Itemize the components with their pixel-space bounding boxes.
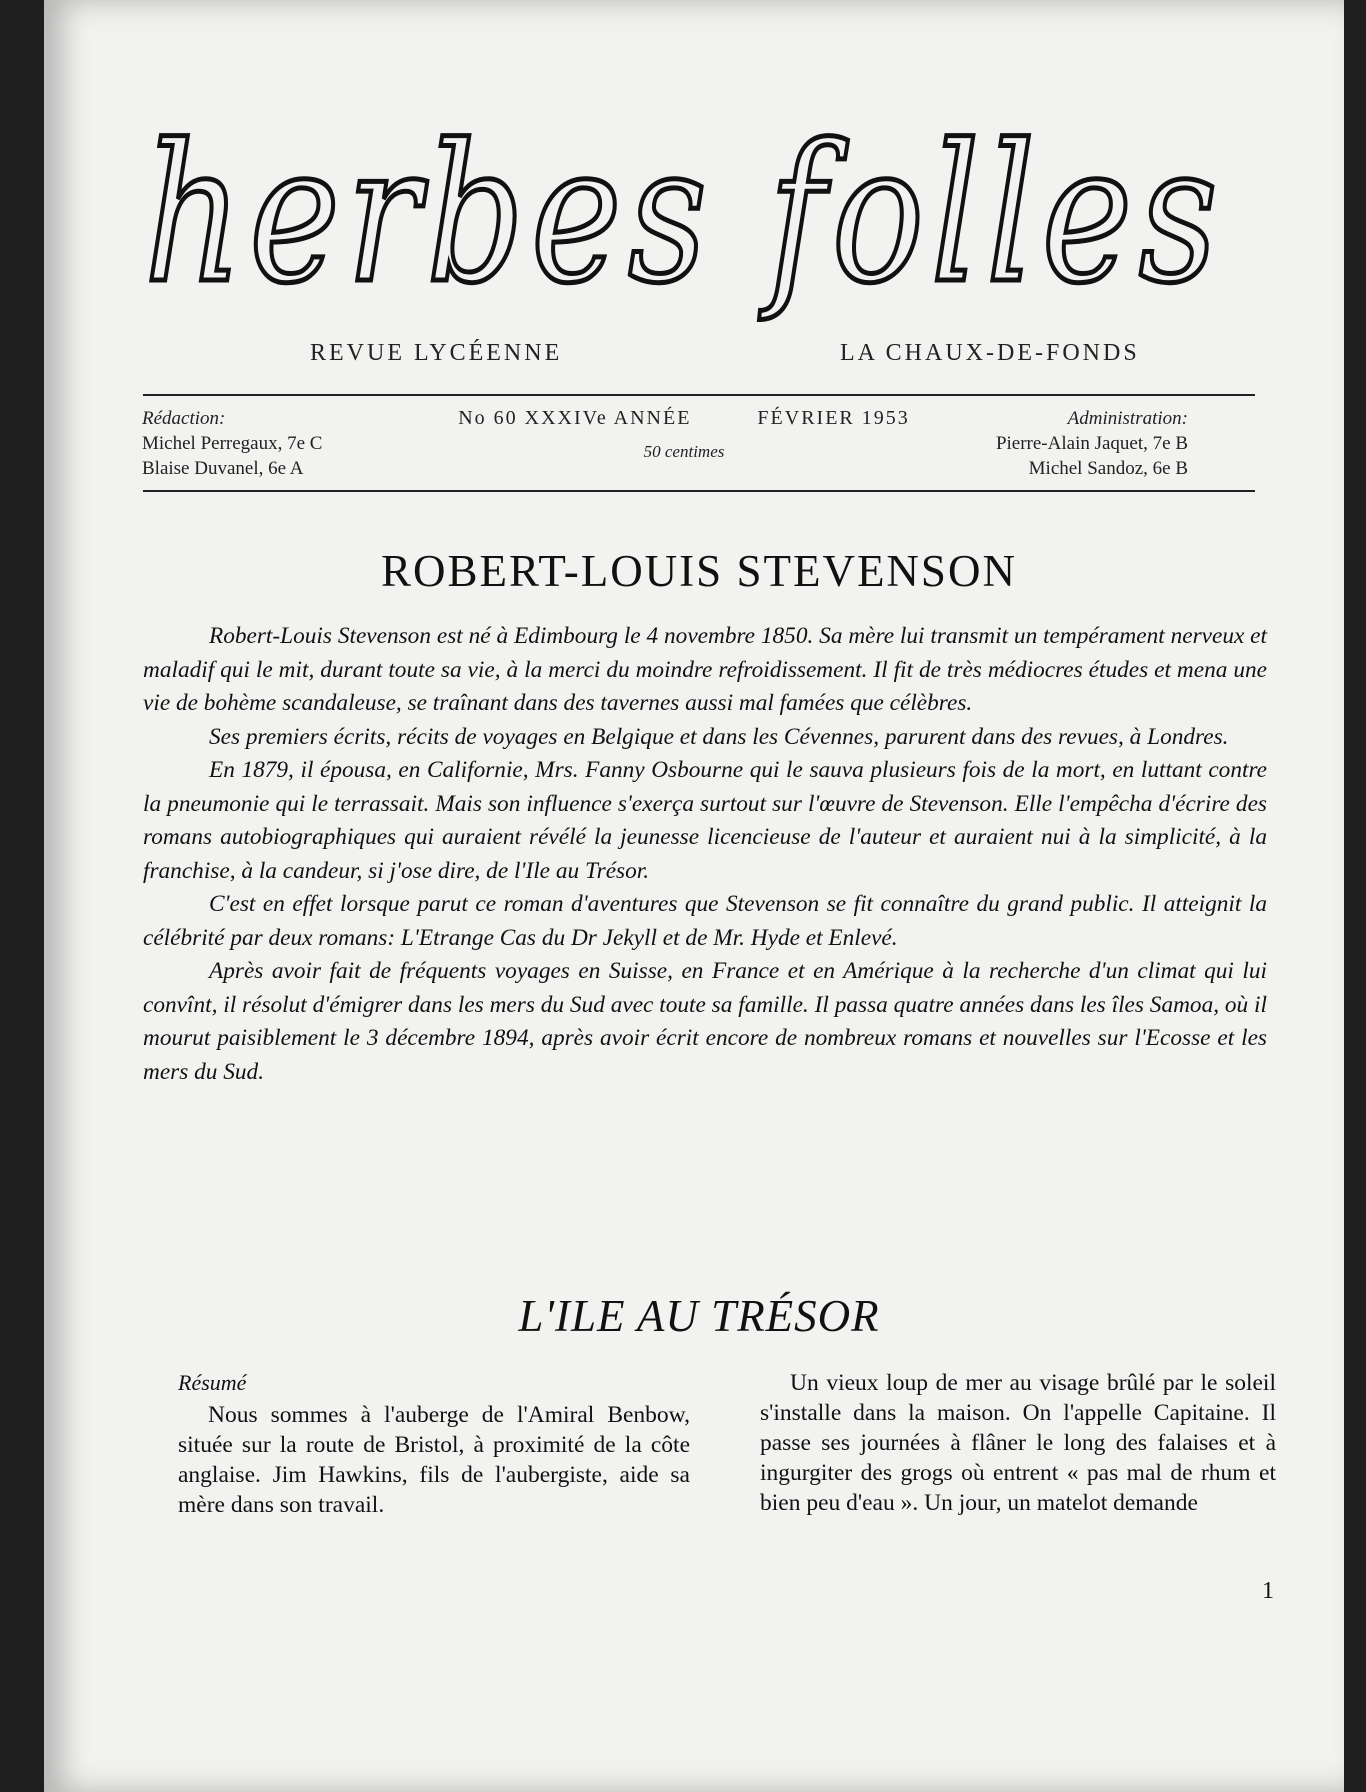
article-body [143, 620, 1267, 1089]
issue-price: 50 centimes [643, 442, 725, 461]
administration-block [996, 406, 1188, 481]
redaction-label: Rédaction: [142, 408, 226, 429]
subtitle-right: LA CHAUX-DE-FONDS [840, 340, 1140, 366]
administration-label: Administration: [1067, 408, 1188, 429]
article-paragraph: C'est en effet lorsque parut ce roman d'aventures que Stevenson se fit connaître du grand public. Il atteignit la célébrité par deux romans: L'Etrange Cas du Dr Jekyll et de Mr. Hyde et Enlevé. [143, 891, 1267, 951]
left-column [178, 1368, 690, 1520]
issue-number: No 60 XXXIVe ANNÉE [458, 407, 692, 429]
right-column-text: Un vieux loup de mer au visage brûlé par le soleil s'installe dans la maison. On l'appelle Capitaine. Il passe ses journées à flâner le long des falaises et à ingurgiter des grogs où entrent « pas mal de rhum et bien peu d'eau ». Un jour, un matelot demande [760, 1370, 1276, 1516]
administration-name-2: Michel Sandoz, 6e B [1028, 458, 1188, 479]
administration-name-1: Pierre-Alain Jaquet, 7e B [995, 433, 1188, 454]
article-paragraph: Après avoir fait de fréquents voyages en Suisse, en France et en Amérique à la recherche d'un climat qui lui convînt, il résolut d'émigrer dans les mers du Sud avec toute sa famille. Il passa quatre années dans les îles Samoa, où il mourut paisiblement le 3 décembre 1894, après avoir écrit encore de nombreux romans et nouvelles sur l'Ecosse et les mers du Sud. [143, 958, 1267, 1085]
left-column-text: Nous sommes à l'auberge de l'Amiral Benbow, située sur la route de Bristol, à proximité de la côte anglaise. Jim Hawkins, fils de l'aubergiste, aide sa mère dans son travail. [178, 1402, 690, 1518]
resume-label: Résumé [178, 1370, 247, 1395]
subtitle-left: REVUE LYCÉENNE [310, 340, 563, 366]
page-number: 1 [1262, 1578, 1274, 1604]
redaction-name-1: Michel Perregaux, 7e C [142, 433, 323, 454]
bottom-rule [143, 490, 1255, 492]
article-paragraph: En 1879, il épousa, en Californie, Mrs. Fanny Osbourne qui le sauva plusieurs fois de la mort, en luttant contre la pneumonie qui le terrassait. Mais son influence s'exerça surtout sur l'œuvre de Stevenson. Elle l'empêcha d'écrire des romans autobiographiques qui auraient révélé la jeunesse licencieuse de l'auteur et auraient nui à la simplicité, à la franchise, à la candeur, si j'ose dire, de l'Ile au Trésor. [143, 757, 1267, 884]
right-column [760, 1368, 1276, 1518]
article-paragraph: Robert-Louis Stevenson est né à Edimbourg le 4 novembre 1850. Sa mère lui transmit un tempérament nerveux et maladif qui le mit, durant toute sa vie, à la merci du moindre refroidissement. Il fit de très médiocres études et mena une vie de bohème scandaleuse, se traînant dans des tavernes aussi mal famées que célèbres. [143, 623, 1267, 716]
issue-block [424, 406, 944, 464]
masthead-logo [134, 104, 1284, 360]
redaction-block [142, 406, 322, 481]
masthead-title: herbes folles [144, 104, 1224, 325]
section-title: L'ILE AU TRÉSOR [518, 1291, 880, 1341]
article-title: ROBERT-LOUIS STEVENSON [381, 546, 1017, 596]
issue-date: FÉVRIER 1953 [757, 407, 910, 429]
redaction-name-2: Blaise Duvanel, 6e A [142, 458, 304, 479]
magazine-page [44, 0, 1344, 1792]
top-rule [143, 394, 1255, 396]
article-paragraph: Ses premiers écrits, récits de voyages en Belgique et dans les Cévennes, parurent dans des revues, à Londres. [209, 723, 1229, 750]
